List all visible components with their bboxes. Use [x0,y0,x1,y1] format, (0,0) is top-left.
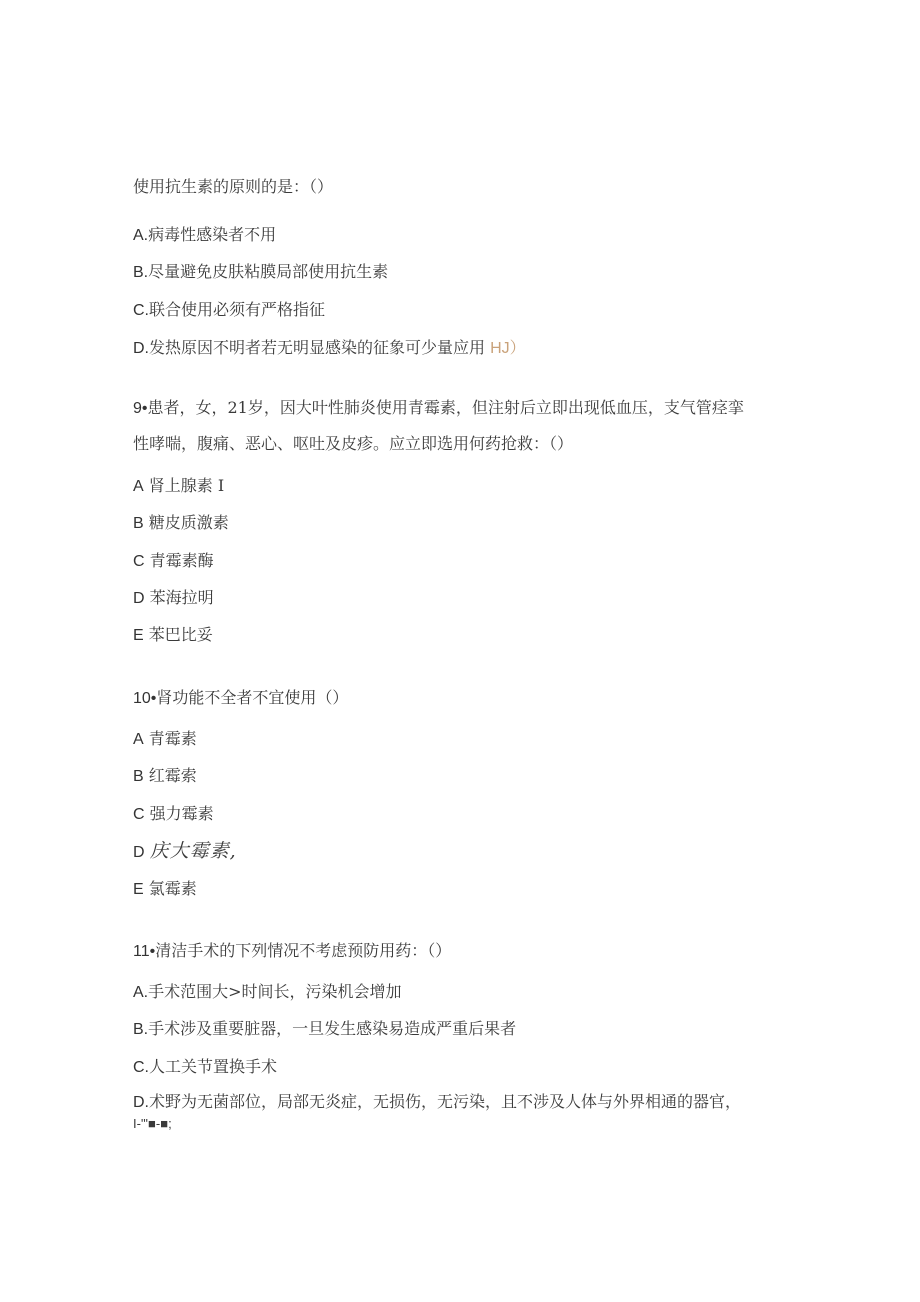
option-e: E 氯霉素 [133,879,197,898]
option-c: C 强力霉素 [133,804,214,823]
question-11-stem: 11•清洁手术的下列情况不考虑预防用药：（） [133,941,452,960]
option-c: C.联合使用必须有严格指征 [133,300,326,319]
option-b: B.手术涉及重要脏器，一旦发生感染易造成严重后果者 [133,1019,517,1038]
option-e: E 苯巴比妥 [133,625,213,644]
option-d: D 庆大霉素, [133,840,237,862]
question-9-stem-line1: 9•患者，女，21岁，因大叶性肺炎使用青霉素，但注射后立即出现低血压，支气管痉挛 [133,398,744,417]
option-d: D.术野为无菌部位，局部无炎症，无损伤，无污染，且不涉及人体与外界相通的器官， [133,1092,742,1111]
option-a: A.病毒性感染者不用 [133,225,277,244]
option-d: D.发热原因不明者若无明显感染的征象可少量应用 HJ） [133,338,526,357]
option-b: B 红霉索 [133,766,197,785]
question-9-stem-line2: 性哮喘，腹痛、恶心、呕吐及皮疹。应立即选用何药抢救：（） [133,434,574,453]
question-stem: 使用抗生素的原则的是：（） [133,177,334,196]
option-c: C.人工关节置换手术 [133,1057,278,1076]
answer-mark: HJ） [490,340,526,357]
option-a: A.手术范围大>时间长，污染机会增加 [133,982,402,1001]
question-10-stem: 10•肾功能不全者不宜使用（） [133,688,349,707]
option-a: A 肾上腺素 I [133,476,225,495]
trailing-garbled-text: I-"'■-■; [133,1116,172,1131]
option-d: D 苯海拉明 [133,588,214,607]
option-b: B.尽量避免皮肤粘膜局部使用抗生素 [133,262,389,281]
option-c: C 青霉素酶 [133,551,214,570]
option-a: A 青霉素 [133,729,197,748]
option-b: B 糖皮质激素 [133,513,229,532]
